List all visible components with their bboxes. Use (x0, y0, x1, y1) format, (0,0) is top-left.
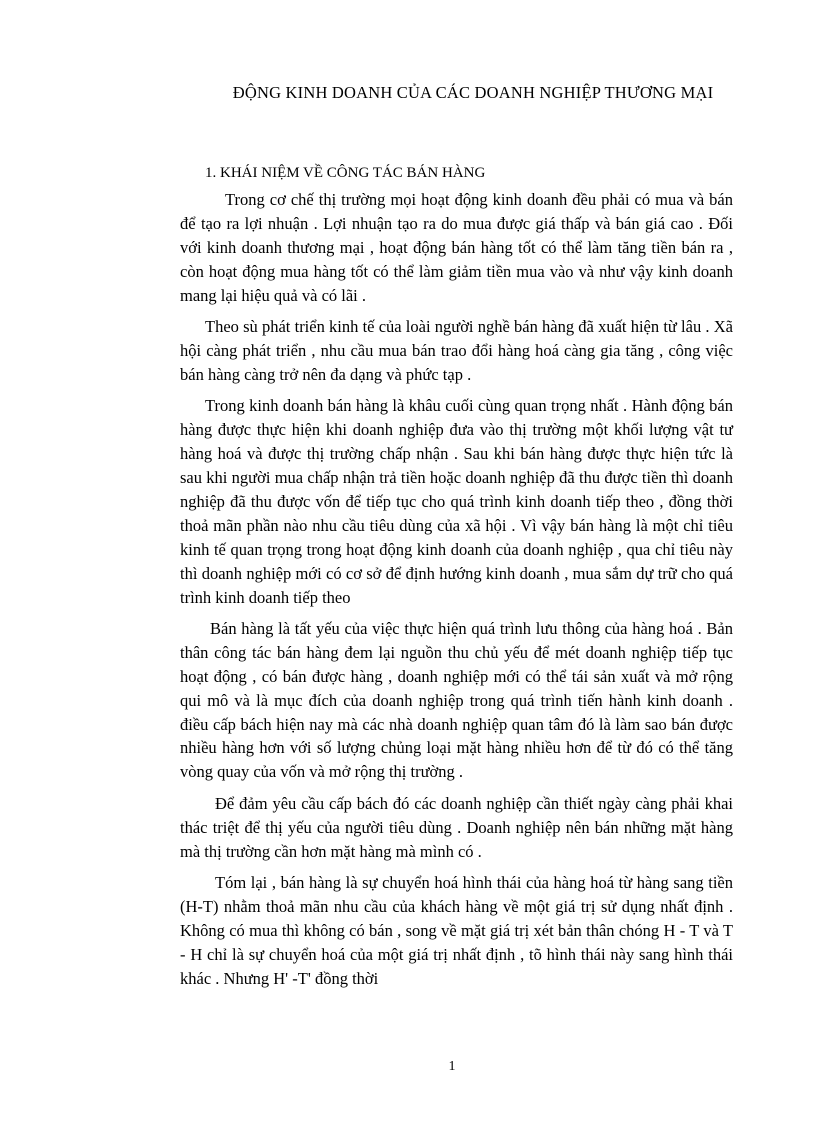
paragraph-5: Để đảm yêu cầu cấp bách đó các doanh nghiệp cần thiết ngày càng phải khai thác triệt để thị yếu của người tiêu dùng . Doanh nghiệp nên bán những mặt hàng mà thị trường cần hơn mặt hàng mà mình có . (180, 793, 733, 861)
document-body (180, 188, 733, 998)
page-number: 1 (448, 1059, 456, 1074)
section-heading: 1. KHÁI NIỆM VỀ CÔNG TÁC BÁN HÀNG (205, 165, 486, 181)
document-title: ĐỘNG KINH DOANH CỦA CÁC DOANH NGHIỆP THƯƠNG MẠI (232, 83, 714, 102)
paragraph-4: Bán hàng là tất yếu của việc thực hiện quá trình lưu thông của hàng hoá . Bản thân công tác bán hàng đem lại nguồn thu chủ yếu để mét doanh nghiệp tiếp tục hoạt động , có bán được hàng , doanh nghiệp mới có thể tái sản xuất và mở rộng qui mô và là mục đích của doanh nghiệp trong quá trình tiến hành kinh doanh . điều cấp bách hiện nay mà các nhà doanh nghiệp quan tâm đó là làm sao bán được nhiều hàng hơn với số lượng chủng loại mặt hàng nhiều hơn để từ đó có thể tăng vòng quay của vốn và mở rộng thị trường . (180, 618, 733, 782)
paragraph-3: Trong kinh doanh bán hàng là khâu cuối cùng quan trọng nhất . Hành động bán hàng được thực hiện khi doanh nghiệp đưa vào thị trường một khối lượng vật tư hàng hoá và được thị trường chấp nhận . Sau khi bán hàng được thực hiện tức là sau khi người mua chấp nhận trả tiền hoặc doanh nghiệp đã thu được tiền thì doanh nghiệp đã thu được vốn để tiếp tục cho quá trình kinh doanh tiếp theo , đồng thời thoả mãn phần nào nhu cầu tiêu dùng của xã hội . Vì vậy bán hàng là một chỉ tiêu kinh tế quan trọng trong hoạt động kinh doanh của doanh nghiệp , qua chỉ tiêu này thì doanh nghiệp mới có cơ sở để định hướng kinh doanh , mua sắm dự trữ cho quá trình kinh doanh tiếp theo (180, 396, 733, 607)
paragraph-6: Tóm lại , bán hàng là sự chuyển hoá hình thái của hàng hoá từ hàng sang tiền (H-T) nhằm thoả mãn nhu cầu của khách hàng về một giá trị sử dụng nhất định . Không có mua thì không có bán , song về mặt giá trị xét bản thân chóng H - T và T - H chỉ là sự chuyển hoá của một giá trị nhất định , tõ hình thái này sang hình thái khác . Nhưng H' -T' đồng thời (180, 872, 733, 988)
paragraph-2: Theo sù phát triển kinh tế của loài người nghề bán hàng đã xuất hiện từ lâu . Xã hội càng phát triển , nhu cầu mua bán trao đổi hàng hoá càng gia tăng , công việc bán hàng càng trở nên đa dạng và phức tạp . (180, 317, 733, 384)
paragraph-1: Trong cơ chế thị trường mọi hoạt động kinh doanh đều phải có mua và bán để tạo ra lợi nhuận . Lợi nhuận tạo ra do mua được giá thấp và bán giá cao . Đối với kinh doanh thương mại , hoạt động bán hàng tốt có thể làm tăng tiền bán ra , còn hoạt động mua hàng tốt có thể làm giảm tiền mua vào và như vậy kinh doanh mang lại hiệu quả và có lãi . (180, 190, 733, 305)
